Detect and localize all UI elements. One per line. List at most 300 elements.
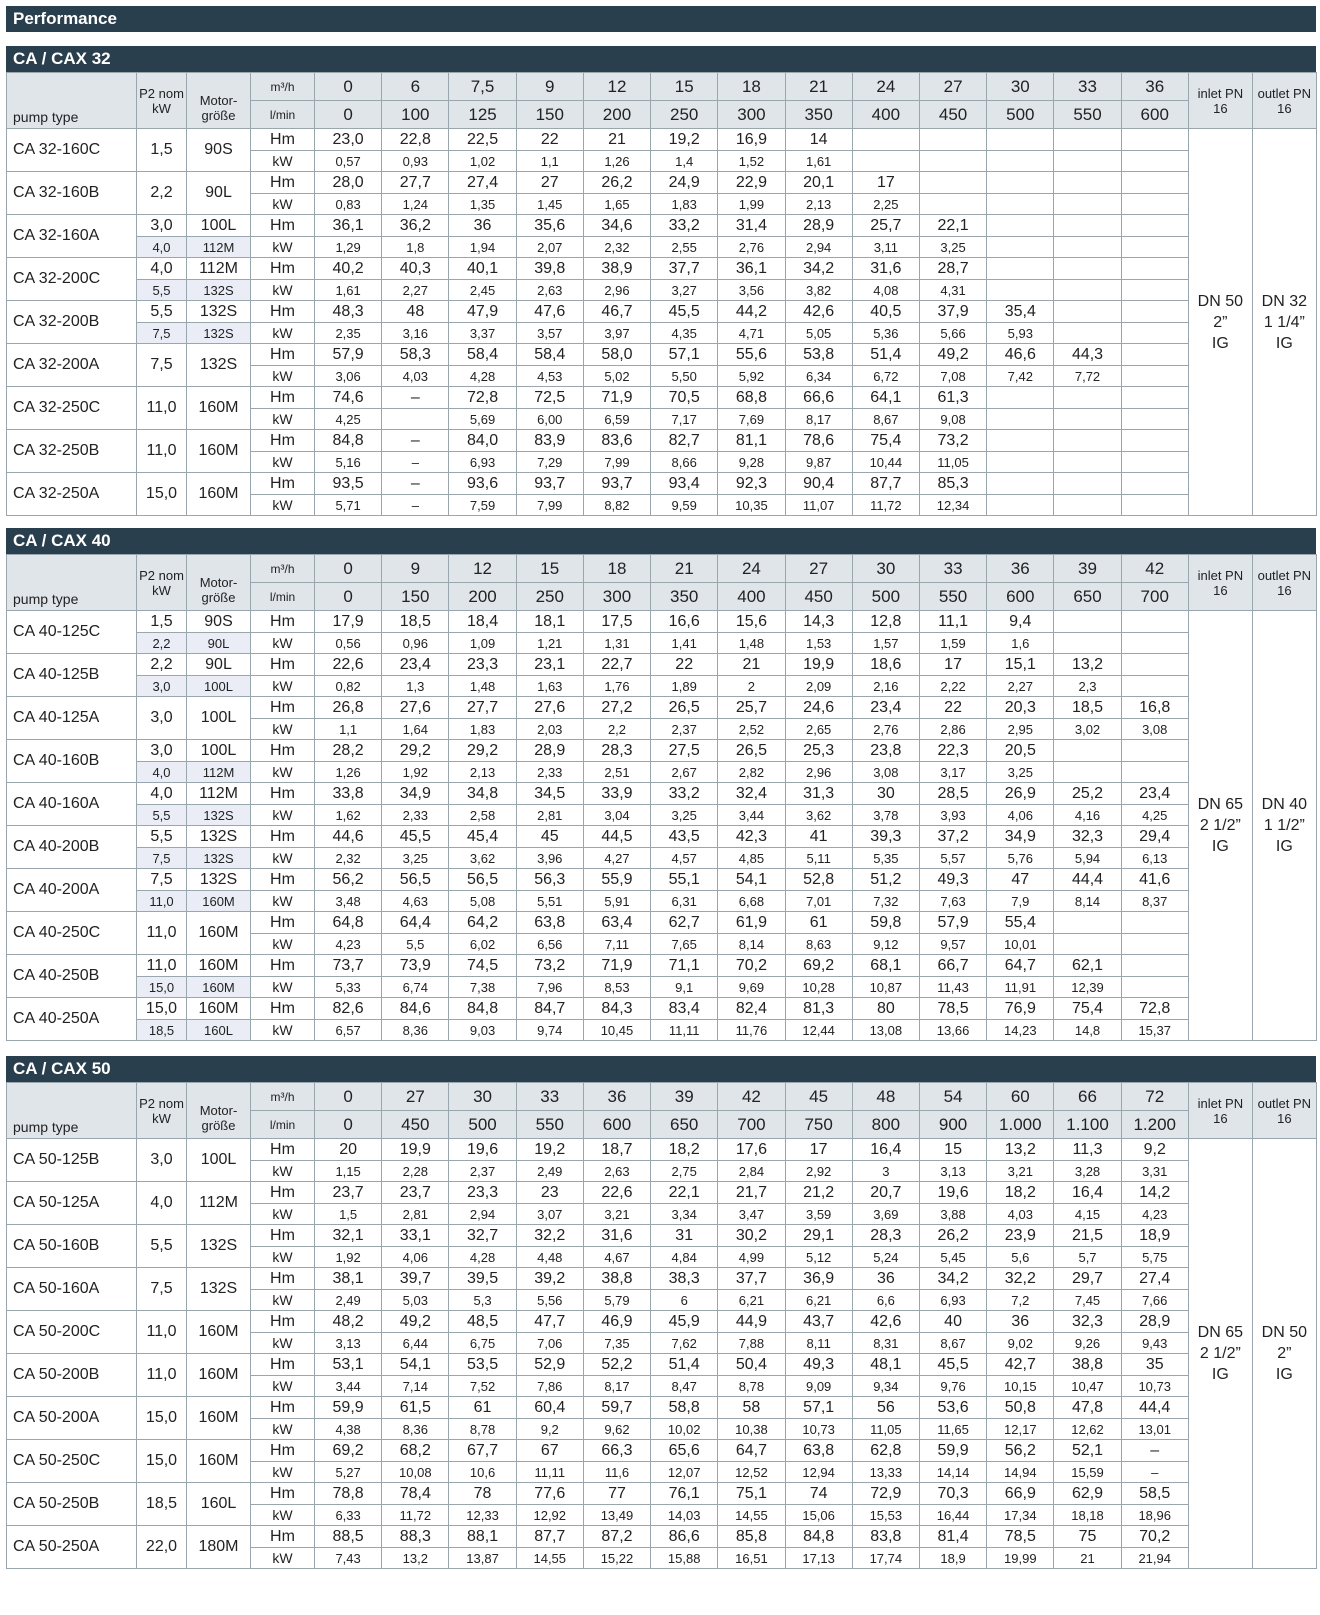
kw-value: [1121, 194, 1188, 215]
kw-value: 3,25: [651, 805, 718, 826]
kw-value: [1121, 452, 1188, 473]
pump-row-hm: [7, 998, 1317, 1020]
hm-value: 57,9: [315, 344, 382, 366]
hm-value: 27,5: [651, 740, 718, 762]
hm-value: 26,2: [583, 172, 650, 194]
hm-value: [987, 387, 1054, 409]
kw-value: 5,08: [449, 891, 516, 912]
hm-value: 25,7: [718, 697, 785, 719]
hm-value: 27,4: [1121, 1268, 1188, 1290]
hm-value: 75,4: [852, 430, 919, 452]
kw-value: 3,69: [852, 1204, 919, 1225]
pump-type-cell: CA 40-125A: [7, 697, 137, 740]
hm-value: 16,6: [651, 611, 718, 633]
hm-value: [1054, 473, 1121, 495]
pump-row-hm: [7, 1268, 1317, 1290]
hm-value: [1054, 215, 1121, 237]
hm-value: [1054, 740, 1121, 762]
hm-value: 28,3: [583, 740, 650, 762]
motor-alt-cell: 112M: [187, 237, 251, 258]
hm-value: 22,1: [919, 215, 986, 237]
hm-value: 49,3: [785, 1354, 852, 1376]
pump-type-cell: CA 50-250B: [7, 1483, 137, 1526]
kw-value: [1121, 977, 1188, 998]
flow-lmin-cell: 700: [1121, 583, 1188, 611]
kw-value: 7,38: [449, 977, 516, 998]
kw-value: 15,88: [651, 1548, 718, 1569]
hm-value: 34,8: [449, 783, 516, 805]
kw-value: 10,28: [785, 977, 852, 998]
kw-value: 5,7: [1054, 1247, 1121, 1268]
hm-value: 13,2: [1054, 654, 1121, 676]
kw-value: 13,2: [382, 1548, 449, 1569]
p2-cell: 7,5: [137, 1268, 187, 1311]
hm-value: 64,1: [852, 387, 919, 409]
kw-value: 5,50: [651, 366, 718, 387]
kw-value: 7,69: [718, 409, 785, 430]
flow-m3h-cell: 21: [785, 73, 852, 101]
kw-value: 7,99: [583, 452, 650, 473]
kw-value: 2,28: [382, 1161, 449, 1182]
hm-value: [919, 172, 986, 194]
p2-cell: 4,0: [137, 258, 187, 280]
hm-value: 48: [382, 301, 449, 323]
kw-value: 18,18: [1054, 1505, 1121, 1526]
hm-value: 69,2: [785, 955, 852, 977]
motor-cell: 132S: [187, 344, 251, 387]
kw-value: 8,37: [1121, 891, 1188, 912]
performance-section: [6, 46, 1316, 516]
kw-value: 9,1: [651, 977, 718, 998]
hm-value: 40: [919, 1311, 986, 1333]
flow-lmin-cell: 0: [315, 583, 382, 611]
kw-value: 15,59: [1054, 1462, 1121, 1483]
kw-value: 1,65: [583, 194, 650, 215]
kw-value: 2,76: [852, 719, 919, 740]
kw-value: 1,24: [382, 194, 449, 215]
kw-value: 5,36: [852, 323, 919, 344]
hm-value: 58,0: [583, 344, 650, 366]
kw-value: 11,76: [718, 1020, 785, 1041]
kw-value: 1,92: [315, 1247, 382, 1268]
hm-value: 61,5: [382, 1397, 449, 1419]
hm-value: 21: [583, 129, 650, 151]
hm-value: 26,2: [919, 1225, 986, 1247]
hm-value: [1121, 215, 1188, 237]
pump-type-cell: CA 40-200A: [7, 869, 137, 912]
p2-alt-cell: 2,2: [137, 633, 187, 654]
kw-value: 1,41: [651, 633, 718, 654]
hm-value: 51,4: [651, 1354, 718, 1376]
hm-value: 27,4: [449, 172, 516, 194]
hm-value: 47,8: [1054, 1397, 1121, 1419]
p2-cell: 7,5: [137, 344, 187, 387]
flow-m3h-cell: 66: [1054, 1083, 1121, 1111]
hm-value: [1121, 611, 1188, 633]
flow-m3h-cell: 9: [382, 555, 449, 583]
hm-value: 34,5: [516, 783, 583, 805]
kw-value: 11,05: [852, 1419, 919, 1440]
kw-value: 1,3: [382, 676, 449, 697]
kw-value: 6,93: [449, 452, 516, 473]
hm-label: Hm: [251, 740, 315, 762]
hm-value: 15,1: [987, 654, 1054, 676]
motor-alt-cell: 160L: [187, 1020, 251, 1041]
kw-value: 8,36: [382, 1020, 449, 1041]
kw-label: kW: [251, 633, 315, 654]
motor-cell: 90S: [187, 611, 251, 633]
kw-value: 1,8: [382, 237, 449, 258]
kw-label: kW: [251, 1204, 315, 1225]
hm-value: 35,4: [987, 301, 1054, 323]
hm-value: 28,9: [1121, 1311, 1188, 1333]
hm-value: 29,2: [382, 740, 449, 762]
p2-cell: 5,5: [137, 301, 187, 323]
performance-section: [6, 528, 1316, 1041]
kw-value: 7,52: [449, 1376, 516, 1397]
p2-cell: 11,0: [137, 955, 187, 977]
kw-value: 6: [651, 1290, 718, 1311]
hm-value: 20,7: [852, 1182, 919, 1204]
kw-value: 16,51: [718, 1548, 785, 1569]
hm-value: 61: [785, 912, 852, 934]
flow-lmin-cell: 0: [315, 101, 382, 129]
kw-value: 13,66: [919, 1020, 986, 1041]
p2-cell: 15,0: [137, 473, 187, 516]
hm-value: 36: [987, 1311, 1054, 1333]
hm-value: 64,4: [382, 912, 449, 934]
motor-cell: 100L: [187, 740, 251, 762]
pump-type-cell: CA 40-250A: [7, 998, 137, 1041]
hm-value: 78,4: [382, 1483, 449, 1505]
hm-label: Hm: [251, 1397, 315, 1419]
flow-m3h-cell: 18: [718, 73, 785, 101]
hm-value: 53,1: [315, 1354, 382, 1376]
hm-value: [1054, 912, 1121, 934]
hm-value: 17: [785, 1139, 852, 1161]
hm-value: 22,7: [583, 654, 650, 676]
kw-value: 2,32: [315, 848, 382, 869]
motor-cell: 160M: [187, 998, 251, 1020]
outlet-header: outlet PN 16: [1252, 555, 1316, 611]
flow-lmin-cell: 550: [1054, 101, 1121, 129]
hm-value: 73,9: [382, 955, 449, 977]
hm-value: 78: [449, 1483, 516, 1505]
kw-value: 3,62: [449, 848, 516, 869]
kw-value: 8,47: [651, 1376, 718, 1397]
hm-value: 36,1: [718, 258, 785, 280]
hm-value: 19,6: [919, 1182, 986, 1204]
kw-value: 4,23: [315, 934, 382, 955]
pump-type-cell: CA 50-160B: [7, 1225, 137, 1268]
hm-value: 44,4: [1121, 1397, 1188, 1419]
hm-value: 23,1: [516, 654, 583, 676]
pump-type-cell: CA 32-250C: [7, 387, 137, 430]
hm-value: 54,1: [382, 1354, 449, 1376]
flow-lmin-cell: 450: [382, 1111, 449, 1139]
kw-value: 1,4: [651, 151, 718, 172]
kw-value: 4,08: [852, 280, 919, 301]
flow-lmin-cell: 1.200: [1121, 1111, 1188, 1139]
hm-label: Hm: [251, 430, 315, 452]
kw-value: 5,3: [449, 1290, 516, 1311]
hm-value: 18,9: [1121, 1225, 1188, 1247]
pump-row-hm: [7, 387, 1317, 409]
kw-value: [987, 237, 1054, 258]
kw-value: 2,58: [449, 805, 516, 826]
kw-value: 11,72: [852, 495, 919, 516]
hm-value: 45: [516, 826, 583, 848]
motor-cell: 132S: [187, 826, 251, 848]
kw-value: 9,62: [583, 1419, 650, 1440]
kw-value: 3,44: [718, 805, 785, 826]
kw-value: 2,03: [516, 719, 583, 740]
kw-value: 18,96: [1121, 1505, 1188, 1526]
kw-value: 17,13: [785, 1548, 852, 1569]
kw-value: 7,63: [919, 891, 986, 912]
kw-value: 10,35: [718, 495, 785, 516]
kw-value: 9,02: [987, 1333, 1054, 1354]
flow-lmin-cell: 400: [718, 583, 785, 611]
flow-m3h-cell: 24: [718, 555, 785, 583]
hm-label: Hm: [251, 301, 315, 323]
hm-value: 22,9: [718, 172, 785, 194]
kw-value: 3,62: [785, 805, 852, 826]
hm-value: 40,5: [852, 301, 919, 323]
kw-label: kW: [251, 719, 315, 740]
flow-m3h-cell: 45: [785, 1083, 852, 1111]
kw-value: 6,93: [919, 1290, 986, 1311]
kw-value: 18,9: [919, 1548, 986, 1569]
hm-value: 84,8: [785, 1526, 852, 1548]
kw-value: 10,01: [987, 934, 1054, 955]
kw-value: [1054, 409, 1121, 430]
kw-value: 5,02: [583, 366, 650, 387]
hm-value: 23,0: [315, 129, 382, 151]
hm-value: 16,4: [852, 1139, 919, 1161]
kw-value: 5,92: [718, 366, 785, 387]
hm-value: 56,3: [516, 869, 583, 891]
hm-value: 27,2: [583, 697, 650, 719]
hm-value: 27,6: [382, 697, 449, 719]
kw-value: 16,44: [919, 1505, 986, 1526]
hm-value: 55,4: [987, 912, 1054, 934]
kw-value: 3,13: [919, 1161, 986, 1182]
hm-value: 87,7: [516, 1526, 583, 1548]
hm-value: [1121, 344, 1188, 366]
kw-value: [987, 151, 1054, 172]
hm-label: Hm: [251, 1225, 315, 1247]
hm-value: 66,3: [583, 1440, 650, 1462]
kw-value: 1,09: [449, 633, 516, 654]
flow-lmin-cell: 1.000: [987, 1111, 1054, 1139]
hm-value: 82,7: [651, 430, 718, 452]
motor-cell: 160M: [187, 955, 251, 977]
kw-value: 1,83: [449, 719, 516, 740]
motor-cell: 112M: [187, 783, 251, 805]
hm-value: 39,8: [516, 258, 583, 280]
hm-value: 18,7: [583, 1139, 650, 1161]
hm-value: 31,3: [785, 783, 852, 805]
p2-cell: 15,0: [137, 1397, 187, 1440]
kw-value: 2,86: [919, 719, 986, 740]
kw-value: 7,65: [651, 934, 718, 955]
pump-row-hm: [7, 826, 1317, 848]
hm-value: –: [382, 430, 449, 452]
kw-value: 7,06: [516, 1333, 583, 1354]
hm-value: 17,5: [583, 611, 650, 633]
hm-value: 16,9: [718, 129, 785, 151]
hm-value: [1121, 654, 1188, 676]
kw-value: 11,11: [651, 1020, 718, 1041]
section-title: CA / CAX 50: [6, 1056, 1316, 1082]
hm-value: 19,2: [651, 129, 718, 151]
kw-value: 15,06: [785, 1505, 852, 1526]
hm-value: 63,8: [785, 1440, 852, 1462]
hm-value: 82,6: [315, 998, 382, 1020]
hm-value: –: [382, 387, 449, 409]
pump-type-cell: CA 40-160B: [7, 740, 137, 783]
kw-value: [987, 194, 1054, 215]
kw-value: 7,32: [852, 891, 919, 912]
motor-cell: 100L: [187, 1139, 251, 1182]
section-title: CA / CAX 32: [6, 46, 1316, 72]
kw-value: 5,91: [583, 891, 650, 912]
kw-value: 4,38: [315, 1419, 382, 1440]
pump-row-hm: [7, 172, 1317, 194]
performance-table: [6, 554, 1317, 1041]
kw-value: 5,27: [315, 1462, 382, 1483]
kw-value: 12,07: [651, 1462, 718, 1483]
hm-value: [852, 129, 919, 151]
kw-label: kW: [251, 194, 315, 215]
kw-value: 7,43: [315, 1548, 382, 1569]
m3h-unit: m³/h: [251, 1083, 315, 1111]
kw-value: 14,23: [987, 1020, 1054, 1041]
kw-value: 11,6: [583, 1462, 650, 1483]
hm-value: 40,3: [382, 258, 449, 280]
kw-label: kW: [251, 151, 315, 172]
p2-alt-cell: 4,0: [137, 237, 187, 258]
hm-value: 84,6: [382, 998, 449, 1020]
hm-value: 43,5: [651, 826, 718, 848]
outlet-header: outlet PN 16: [1252, 73, 1316, 129]
hm-value: 34,9: [987, 826, 1054, 848]
kw-value: 3,16: [382, 323, 449, 344]
kw-value: 9,43: [1121, 1333, 1188, 1354]
kw-value: 7,08: [919, 366, 986, 387]
hm-value: 56,5: [449, 869, 516, 891]
hm-value: 62,7: [651, 912, 718, 934]
motor-cell: 160M: [187, 430, 251, 473]
flow-m3h-cell: 15: [651, 73, 718, 101]
kw-value: 1,29: [315, 237, 382, 258]
hm-value: [1121, 387, 1188, 409]
kw-value: 10,38: [718, 1419, 785, 1440]
flow-m3h-cell: 18: [583, 555, 650, 583]
kw-value: 4,99: [718, 1247, 785, 1268]
pump-type-cell: CA 50-200B: [7, 1354, 137, 1397]
kw-value: 2,33: [382, 805, 449, 826]
kw-value: 1,76: [583, 676, 650, 697]
pump-row-hm: [7, 654, 1317, 676]
motor-cell: 132S: [187, 1225, 251, 1268]
kw-value: 2: [718, 676, 785, 697]
hm-value: 37,7: [718, 1268, 785, 1290]
hm-value: 52,9: [516, 1354, 583, 1376]
hm-value: 13,2: [987, 1139, 1054, 1161]
hm-value: 21: [718, 654, 785, 676]
kw-value: 13,33: [852, 1462, 919, 1483]
hm-value: 32,3: [1054, 1311, 1121, 1333]
flow-m3h-cell: 60: [987, 1083, 1054, 1111]
hm-value: [1121, 430, 1188, 452]
flow-lmin-cell: 900: [919, 1111, 986, 1139]
pump-row-kw: [7, 1020, 1317, 1041]
hm-value: 70,3: [919, 1483, 986, 1505]
hm-value: 38,8: [583, 1268, 650, 1290]
kw-value: 10,73: [1121, 1376, 1188, 1397]
kw-label: kW: [251, 1247, 315, 1268]
kw-value: 1,35: [449, 194, 516, 215]
p2-cell: 1,5: [137, 129, 187, 172]
hm-value: 24,6: [785, 697, 852, 719]
motor-cell: 90S: [187, 129, 251, 172]
hm-value: [1121, 129, 1188, 151]
hm-value: 16,8: [1121, 697, 1188, 719]
hm-value: 56: [852, 1397, 919, 1419]
kw-value: 0,93: [382, 151, 449, 172]
kw-label: kW: [251, 805, 315, 826]
hm-value: [1121, 258, 1188, 280]
hm-value: 42,7: [987, 1354, 1054, 1376]
kw-value: [1054, 151, 1121, 172]
hm-value: 40,2: [315, 258, 382, 280]
flow-lmin-cell: 250: [516, 583, 583, 611]
kw-value: [987, 409, 1054, 430]
kw-value: [919, 194, 986, 215]
hm-value: 87,2: [583, 1526, 650, 1548]
hm-value: 21,5: [1054, 1225, 1121, 1247]
hm-value: 33,8: [315, 783, 382, 805]
hm-value: 34,2: [919, 1268, 986, 1290]
kw-value: 5,33: [315, 977, 382, 998]
hm-value: 26,5: [718, 740, 785, 762]
hm-value: 16,4: [1054, 1182, 1121, 1204]
hm-value: 28,7: [919, 258, 986, 280]
header-row-m3h: [7, 555, 1317, 583]
kw-label: kW: [251, 977, 315, 998]
hm-value: 93,4: [651, 473, 718, 495]
flow-lmin-cell: 100: [382, 101, 449, 129]
kw-value: [1054, 323, 1121, 344]
kw-value: [852, 151, 919, 172]
kw-label: kW: [251, 237, 315, 258]
hm-value: 64,7: [718, 1440, 785, 1462]
kw-value: [1121, 366, 1188, 387]
p2-cell: 22,0: [137, 1526, 187, 1569]
hm-value: 78,6: [785, 430, 852, 452]
kw-value: 14,03: [651, 1505, 718, 1526]
hm-value: 35: [1121, 1354, 1188, 1376]
kw-label: kW: [251, 762, 315, 783]
kw-value: 6,6: [852, 1290, 919, 1311]
pump-row-hm: [7, 344, 1317, 366]
pump-row-hm: [7, 473, 1317, 495]
flow-lmin-cell: 550: [516, 1111, 583, 1139]
hm-value: 88,3: [382, 1526, 449, 1548]
kw-value: 2,22: [919, 676, 986, 697]
